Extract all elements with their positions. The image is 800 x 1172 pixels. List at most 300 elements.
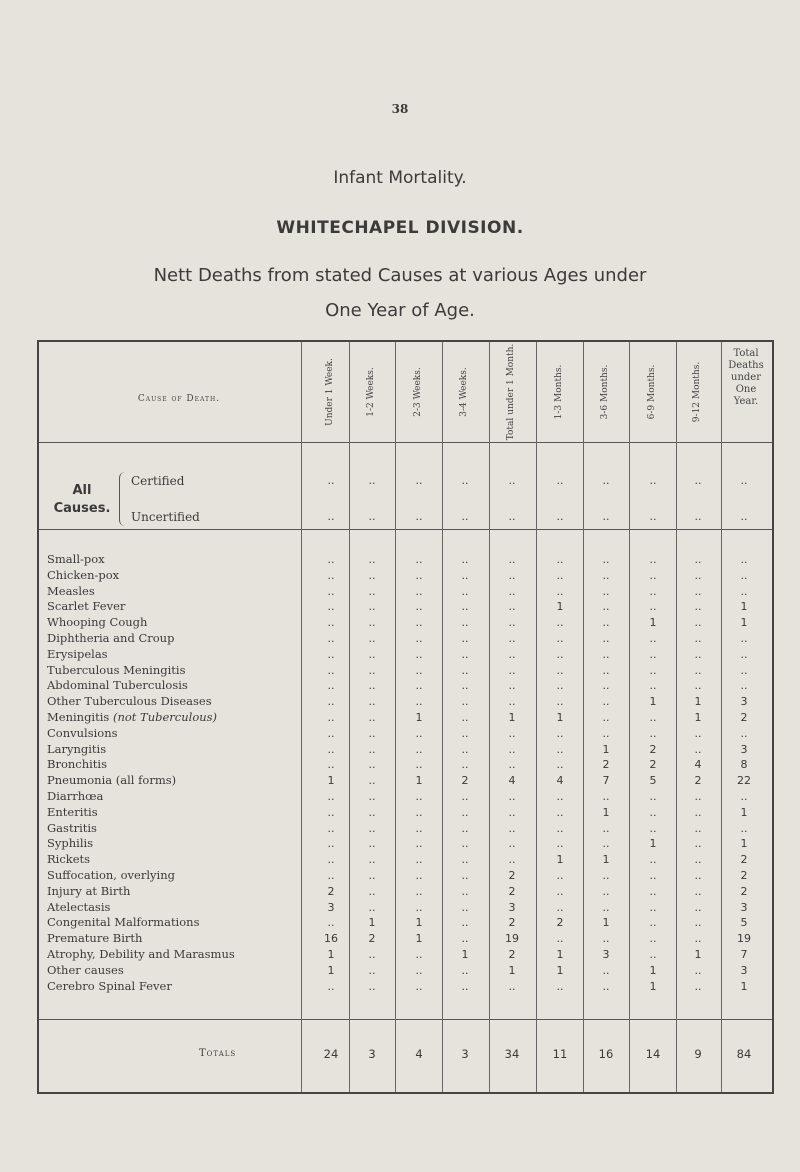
data-cell: ..	[368, 980, 376, 993]
cause-name: Congenital Malformations	[47, 915, 200, 929]
column-header: 9-12 Months.	[692, 361, 703, 423]
data-cell: ..	[327, 569, 335, 582]
data-cell: ..	[368, 885, 376, 898]
data-cell: 1	[415, 932, 423, 945]
data-cell: ..	[649, 885, 657, 898]
data-cell: 1	[415, 916, 423, 929]
table-rule-1	[39, 442, 772, 443]
data-cell: ..	[508, 648, 516, 661]
data-cell: ..	[461, 569, 469, 582]
data-cell: ..	[556, 727, 564, 740]
data-cell: 1	[508, 964, 516, 977]
column-header: Total under 1 Month.	[506, 343, 517, 441]
uncertified-cell: ..	[461, 510, 469, 523]
row-label	[47, 678, 188, 692]
totals-cell: 4	[415, 1047, 423, 1061]
certified-label: Certified	[131, 474, 185, 488]
data-cell: ..	[368, 727, 376, 740]
data-cell: ..	[327, 916, 335, 929]
data-cell: ..	[556, 695, 564, 708]
cause-name: Enteritis	[47, 805, 98, 819]
data-cell: ..	[602, 664, 610, 677]
totals-cell: 34	[504, 1047, 520, 1061]
report-heading: Infant Mortality.	[333, 168, 467, 188]
row-label	[47, 773, 176, 787]
data-cell: ..	[461, 853, 469, 866]
data-cell: ..	[508, 679, 516, 692]
data-cell: ..	[461, 616, 469, 629]
cause-name: Syphilis	[47, 836, 94, 850]
data-cell: 2	[740, 711, 748, 724]
data-cell: ..	[368, 569, 376, 582]
data-cell: ..	[415, 869, 423, 882]
data-cell: 1	[740, 806, 748, 819]
cause-name: Small-pox	[47, 552, 105, 566]
data-cell: 1	[508, 711, 516, 724]
data-cell: ..	[694, 569, 702, 582]
column-header: 3-6 Months.	[600, 364, 611, 420]
uncertified-cell: ..	[740, 510, 748, 523]
data-cell: ..	[556, 822, 564, 835]
data-cell: ..	[556, 885, 564, 898]
data-cell: 22	[737, 774, 751, 787]
data-cell: ..	[649, 932, 657, 945]
data-cell: ..	[415, 553, 423, 566]
data-cell: ..	[602, 679, 610, 692]
data-cell: ..	[327, 727, 335, 740]
data-cell: 1	[602, 806, 610, 819]
data-cell: 2	[740, 853, 748, 866]
cause-name: Erysipelas	[47, 647, 108, 661]
data-cell: ..	[602, 932, 610, 945]
cause-name: Measles	[47, 584, 95, 598]
data-cell: ..	[368, 553, 376, 566]
data-cell: ..	[508, 822, 516, 835]
data-cell: ..	[461, 585, 469, 598]
certified-cell: ..	[740, 474, 748, 487]
uncertified-cell: ..	[327, 510, 335, 523]
data-cell: ..	[368, 758, 376, 771]
data-cell: ..	[461, 885, 469, 898]
data-cell: ..	[602, 964, 610, 977]
data-cell: ..	[694, 916, 702, 929]
data-cell: ..	[602, 790, 610, 803]
cause-name: Other Tuberculous Diseases	[47, 694, 212, 708]
cause-name: Premature Birth	[47, 931, 143, 945]
row-label	[47, 836, 93, 850]
cause-note: (not Tuberculous)	[109, 710, 218, 724]
data-cell: ..	[415, 758, 423, 771]
data-cell: ..	[461, 964, 469, 977]
data-cell: ..	[508, 695, 516, 708]
data-cell: ..	[461, 837, 469, 850]
row-label	[47, 663, 185, 677]
data-cell: ..	[556, 980, 564, 993]
data-cell: ..	[368, 790, 376, 803]
division-title: WHITECHAPEL DIVISION.	[276, 218, 524, 238]
data-cell: ..	[415, 980, 423, 993]
cause-name: Cerebro Spinal Fever	[47, 979, 172, 993]
data-cell: ..	[740, 648, 748, 661]
data-cell: 1	[649, 616, 657, 629]
data-cell: ..	[327, 632, 335, 645]
data-cell: ..	[368, 600, 376, 613]
data-cell: ..	[415, 837, 423, 850]
data-cell: ..	[602, 869, 610, 882]
data-cell: ..	[649, 916, 657, 929]
data-cell: 4	[508, 774, 516, 787]
data-cell: ..	[461, 600, 469, 613]
table-subtitle-line2: One Year of Age.	[325, 300, 475, 321]
row-label	[47, 789, 103, 803]
data-cell: ..	[461, 916, 469, 929]
data-cell: ..	[327, 758, 335, 771]
data-cell: ..	[649, 585, 657, 598]
data-cell: ..	[461, 711, 469, 724]
cause-name: Atelectasis	[47, 900, 111, 914]
data-cell: ..	[368, 822, 376, 835]
data-cell: ..	[694, 901, 702, 914]
cause-name: Bronchitis	[47, 757, 108, 771]
data-cell: ..	[461, 743, 469, 756]
row-label	[47, 947, 235, 961]
cause-of-death-header: Cause of Death.	[137, 394, 221, 404]
totals-label: Totals	[199, 1048, 237, 1059]
data-cell: ..	[740, 727, 748, 740]
data-cell: 1	[327, 948, 335, 961]
data-cell: ..	[602, 885, 610, 898]
data-cell: 1	[556, 853, 564, 866]
data-cell: ..	[415, 600, 423, 613]
data-cell: ..	[415, 790, 423, 803]
data-cell: ..	[602, 711, 610, 724]
totals-cell: 84	[736, 1047, 752, 1061]
data-cell: 1	[556, 600, 564, 613]
data-cell: ..	[461, 790, 469, 803]
data-cell: ..	[694, 885, 702, 898]
column-header: 6-9 Months.	[647, 364, 658, 420]
data-cell: ..	[461, 553, 469, 566]
data-cell: 2	[508, 869, 516, 882]
data-cell: 2	[368, 932, 376, 945]
data-cell: 2	[602, 758, 610, 771]
data-cell: ..	[694, 585, 702, 598]
data-cell: ..	[368, 901, 376, 914]
data-cell: 2	[740, 885, 748, 898]
data-cell: ..	[556, 664, 564, 677]
data-cell: ..	[368, 616, 376, 629]
totals-cell: 3	[368, 1047, 376, 1061]
uncertified-cell: ..	[556, 510, 564, 523]
data-cell: ..	[694, 822, 702, 835]
data-cell: ..	[649, 664, 657, 677]
data-cell: ..	[508, 585, 516, 598]
cause-name: Gastritis	[47, 821, 97, 835]
data-cell: ..	[327, 695, 335, 708]
data-cell: ..	[508, 790, 516, 803]
data-cell: ..	[508, 553, 516, 566]
data-cell: ..	[649, 806, 657, 819]
data-cell: 1	[740, 616, 748, 629]
data-cell: ..	[556, 932, 564, 945]
data-cell: 7	[602, 774, 610, 787]
data-cell: ..	[694, 743, 702, 756]
data-cell: ..	[556, 758, 564, 771]
data-cell: ..	[368, 711, 376, 724]
data-cell: 2	[327, 885, 335, 898]
data-cell: ..	[649, 600, 657, 613]
data-cell: ..	[327, 837, 335, 850]
total-deaths-header: Total Deaths under One Year.	[728, 348, 764, 407]
data-cell: ..	[649, 853, 657, 866]
data-cell: ..	[649, 822, 657, 835]
row-label	[47, 757, 107, 771]
data-cell: ..	[415, 727, 423, 740]
data-cell: 5	[649, 774, 657, 787]
data-cell: ..	[368, 695, 376, 708]
data-cell: ..	[461, 695, 469, 708]
data-cell: ..	[327, 980, 335, 993]
data-cell: ..	[602, 901, 610, 914]
row-label	[47, 884, 130, 898]
data-cell: ..	[508, 806, 516, 819]
data-cell: 1	[602, 916, 610, 929]
data-cell: ..	[327, 806, 335, 819]
data-cell: ..	[740, 569, 748, 582]
uncertified-cell: ..	[415, 510, 423, 523]
data-cell: 1	[740, 837, 748, 850]
data-cell: ..	[415, 964, 423, 977]
data-cell: ..	[327, 648, 335, 661]
data-cell: ..	[649, 948, 657, 961]
row-label	[47, 931, 142, 945]
data-cell: ..	[415, 743, 423, 756]
data-cell: ..	[556, 743, 564, 756]
data-cell: ..	[602, 616, 610, 629]
data-cell: ..	[649, 648, 657, 661]
data-cell: ..	[461, 901, 469, 914]
data-cell: ..	[602, 600, 610, 613]
data-cell: ..	[556, 585, 564, 598]
cause-name: Scarlet Fever	[47, 599, 126, 613]
data-cell: ..	[415, 853, 423, 866]
data-cell: ..	[694, 600, 702, 613]
totals-cell: 11	[552, 1047, 568, 1061]
data-cell: 3	[740, 695, 748, 708]
data-cell: ..	[415, 885, 423, 898]
data-cell: ..	[649, 711, 657, 724]
data-cell: 1	[415, 774, 423, 787]
data-cell: ..	[461, 869, 469, 882]
data-cell: 3	[740, 901, 748, 914]
data-cell: ..	[415, 695, 423, 708]
data-cell: ..	[694, 932, 702, 945]
data-cell: ..	[556, 837, 564, 850]
column-header: 1-3 Months.	[554, 364, 565, 420]
certified-cell: ..	[556, 474, 564, 487]
data-cell: ..	[602, 569, 610, 582]
data-cell: ..	[649, 679, 657, 692]
data-cell: 2	[508, 916, 516, 929]
totals-cell: 3	[461, 1047, 469, 1061]
data-cell: 1	[327, 774, 335, 787]
data-cell: ..	[649, 869, 657, 882]
certified-cell: ..	[415, 474, 423, 487]
data-cell: ..	[694, 632, 702, 645]
data-cell: ..	[508, 743, 516, 756]
certified-cell: ..	[368, 474, 376, 487]
uncertified-label: Uncertified	[131, 510, 200, 524]
data-cell: ..	[694, 679, 702, 692]
data-cell: ..	[740, 664, 748, 677]
row-label	[47, 900, 110, 914]
data-cell: ..	[602, 632, 610, 645]
data-cell: ..	[461, 648, 469, 661]
row-label	[47, 694, 212, 708]
data-cell: ..	[694, 806, 702, 819]
data-cell: ..	[694, 727, 702, 740]
data-cell: 1	[694, 711, 702, 724]
data-cell: 3	[740, 964, 748, 977]
totals-cell: 9	[694, 1047, 702, 1061]
data-cell: ..	[740, 790, 748, 803]
data-cell: 1	[327, 964, 335, 977]
data-cell: ..	[602, 980, 610, 993]
data-cell: ..	[327, 853, 335, 866]
data-cell: ..	[461, 758, 469, 771]
uncertified-cell: ..	[649, 510, 657, 523]
data-cell: ..	[649, 727, 657, 740]
uncertified-cell: ..	[694, 510, 702, 523]
data-cell: ..	[508, 664, 516, 677]
row-label	[47, 963, 124, 977]
data-cell: 16	[324, 932, 338, 945]
data-cell: ..	[556, 901, 564, 914]
data-cell: ..	[649, 553, 657, 566]
data-cell: 1	[649, 837, 657, 850]
data-cell: ..	[327, 553, 335, 566]
row-label	[47, 631, 174, 645]
data-cell: 1	[649, 695, 657, 708]
data-cell: ..	[461, 632, 469, 645]
row-label	[47, 615, 147, 629]
certified-cell: ..	[508, 474, 516, 487]
data-cell: ..	[508, 632, 516, 645]
row-label	[47, 584, 95, 598]
data-cell: ..	[368, 648, 376, 661]
data-cell: ..	[694, 869, 702, 882]
data-cell: ..	[556, 648, 564, 661]
data-cell: 1	[461, 948, 469, 961]
mortality-table	[37, 340, 774, 1094]
data-cell: 8	[740, 758, 748, 771]
data-cell: ..	[602, 837, 610, 850]
cause-name: Whooping Cough	[47, 615, 148, 629]
row-label	[47, 979, 172, 993]
row-label	[47, 726, 118, 740]
data-cell: ..	[602, 822, 610, 835]
data-cell: ..	[649, 790, 657, 803]
cause-name: Convulsions	[47, 726, 118, 740]
data-cell: ..	[694, 853, 702, 866]
data-cell: ..	[368, 585, 376, 598]
uncertified-cell: ..	[508, 510, 516, 523]
data-cell: ..	[327, 790, 335, 803]
data-cell: 2	[556, 916, 564, 929]
data-cell: 2	[649, 758, 657, 771]
data-cell: 1	[602, 743, 610, 756]
data-cell: ..	[327, 664, 335, 677]
data-cell: ..	[415, 948, 423, 961]
row-label	[47, 710, 217, 724]
data-cell: ..	[327, 869, 335, 882]
data-cell: ..	[415, 648, 423, 661]
row-label	[47, 868, 175, 882]
data-cell: ..	[415, 679, 423, 692]
data-cell: ..	[556, 806, 564, 819]
data-cell: 1	[649, 964, 657, 977]
data-cell: 2	[461, 774, 469, 787]
data-cell: 1	[368, 916, 376, 929]
cause-name: Other causes	[47, 963, 124, 977]
column-divider	[301, 342, 302, 1092]
data-cell: 1	[740, 600, 748, 613]
cause-name: Diphtheria and Croup	[47, 631, 175, 645]
data-cell: 19	[505, 932, 519, 945]
data-cell: 2	[508, 948, 516, 961]
data-cell: ..	[556, 616, 564, 629]
cause-name: Atrophy, Debility and Marasmus	[47, 947, 235, 961]
row-label	[47, 852, 90, 866]
totals-cell: 24	[323, 1047, 339, 1061]
certified-cell: ..	[461, 474, 469, 487]
data-cell: 2	[508, 885, 516, 898]
data-cell: ..	[368, 679, 376, 692]
table-rule-2	[39, 529, 772, 530]
data-cell: ..	[368, 774, 376, 787]
data-cell: ..	[556, 632, 564, 645]
data-cell: 4	[694, 758, 702, 771]
data-cell: ..	[461, 822, 469, 835]
data-cell: ..	[327, 585, 335, 598]
data-cell: ..	[694, 664, 702, 677]
data-cell: 7	[740, 948, 748, 961]
cause-name: Meningitis	[47, 710, 110, 724]
data-cell: 3	[602, 948, 610, 961]
data-cell: ..	[461, 664, 469, 677]
data-cell: 1	[694, 948, 702, 961]
data-cell: ..	[415, 901, 423, 914]
data-cell: ..	[368, 743, 376, 756]
cause-name: Injury at Birth	[47, 884, 131, 898]
column-header: 2-3 Weeks.	[413, 367, 424, 417]
data-cell: 1	[649, 980, 657, 993]
data-cell: ..	[740, 822, 748, 835]
data-cell: ..	[415, 632, 423, 645]
data-cell: ..	[694, 648, 702, 661]
data-cell: ..	[415, 806, 423, 819]
certified-cell: ..	[694, 474, 702, 487]
data-cell: ..	[694, 980, 702, 993]
data-cell: 1	[694, 695, 702, 708]
data-cell: ..	[740, 679, 748, 692]
totals-cell: 16	[598, 1047, 614, 1061]
data-cell: ..	[368, 664, 376, 677]
row-label	[47, 647, 108, 661]
data-cell: 3	[508, 901, 516, 914]
data-cell: ..	[649, 632, 657, 645]
data-cell: 3	[327, 901, 335, 914]
